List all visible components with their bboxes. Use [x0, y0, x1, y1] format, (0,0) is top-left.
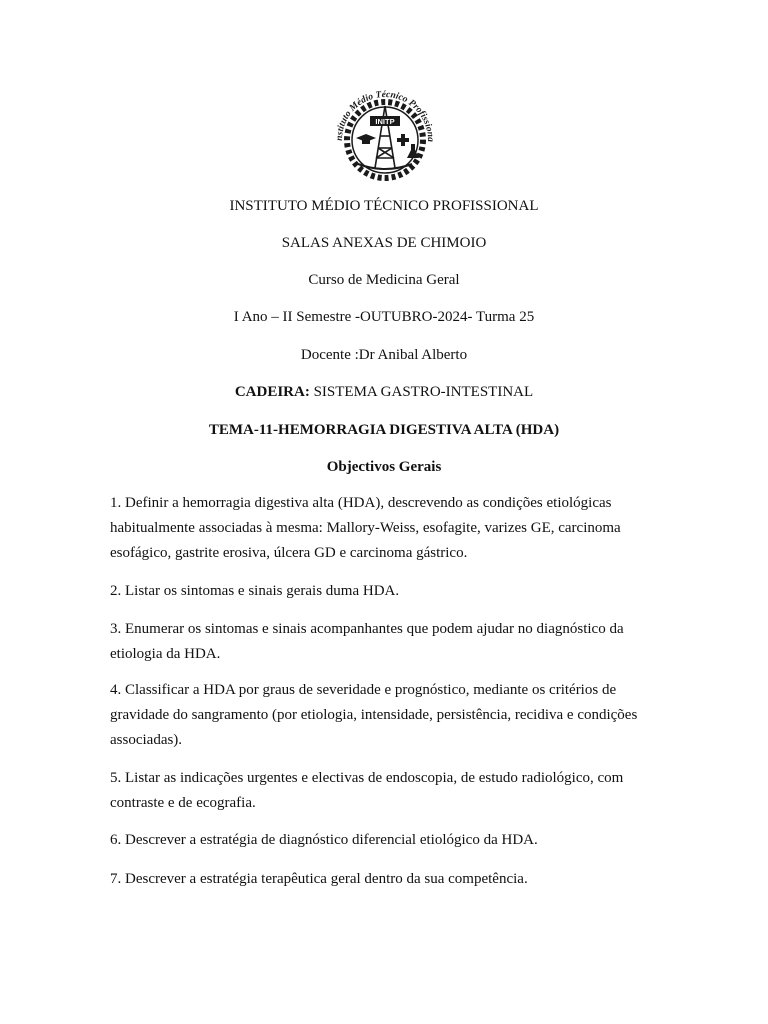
- objective-line: 2. Listar os sintomas e sinais gerais duma HDA.: [110, 583, 400, 599]
- objective-line: associadas).: [110, 732, 183, 748]
- objective-item: [110, 491, 670, 566]
- objective-line: etiologia da HDA.: [110, 646, 221, 662]
- objective-item: [110, 678, 670, 753]
- teacher-line: Docente :Dr Anibal Alberto: [300, 347, 468, 363]
- subject-line: [0, 383, 768, 401]
- objective-line: 4. Classificar a HDA por graus de severidade e prognóstico, mediante os critérios de: [110, 682, 617, 698]
- gear-icon: [347, 102, 423, 178]
- objective-item: [110, 867, 670, 892]
- objective-line: esofágico, gastrite erosiva, úlcera GD e carcinoma gástrico.: [110, 545, 468, 561]
- objective-line: 6. Descrever a estratégia de diagnóstico diferencial etiológico da HDA.: [110, 832, 538, 848]
- objective-item: [110, 617, 670, 667]
- objective-item: [110, 579, 670, 604]
- logo-text: INITP: [375, 117, 395, 126]
- year-semester-line: I Ano – II Semestre -OUTUBRO-2024- Turma 25: [233, 309, 535, 325]
- topic-title: TEMA-11-HEMORRAGIA DIGESTIVA ALTA (HDA): [208, 422, 560, 438]
- campus-name: SALAS ANEXAS DE CHIMOIO: [281, 235, 487, 251]
- objective-item: [110, 766, 670, 816]
- institute-logo: [328, 82, 442, 182]
- institute-name: INSTITUTO MÉDIO TÉCNICO PROFISSIONAL: [229, 198, 539, 214]
- subject-label: CADEIRA:: [234, 384, 310, 400]
- objective-line: 1. Definir a hemorragia digestiva alta (HDA), descrevendo as condições etiológicas: [110, 495, 612, 511]
- objective-line: habitualmente associadas à mesma: Mallory-Weiss, esofagite, varizes GE, carcinoma: [110, 520, 621, 536]
- objective-line: contraste e de ecografia.: [110, 795, 256, 811]
- objectives-title: Objectivos Gerais: [326, 459, 442, 475]
- objective-line: 7. Descrever a estratégia terapêutica geral dentro da sua competência.: [110, 871, 528, 887]
- objective-line: gravidade do sangramento (por etiologia, intensidade, persistência, recidiva e condições: [110, 707, 638, 723]
- objective-line: 3. Enumerar os sintomas e sinais acompanhantes que podem ajudar no diagnóstico da: [110, 621, 624, 637]
- subject-value: SISTEMA GASTRO-INTESTINAL: [309, 384, 534, 400]
- logo-arc-text: nstituto Médio Técnico Profissiona: [334, 89, 436, 142]
- course-name: Curso de Medicina Geral: [308, 272, 460, 288]
- objective-line: 5. Listar as indicações urgentes e electivas de endoscopia, de estudo radiológico, com: [110, 770, 624, 786]
- objective-item: [110, 828, 670, 853]
